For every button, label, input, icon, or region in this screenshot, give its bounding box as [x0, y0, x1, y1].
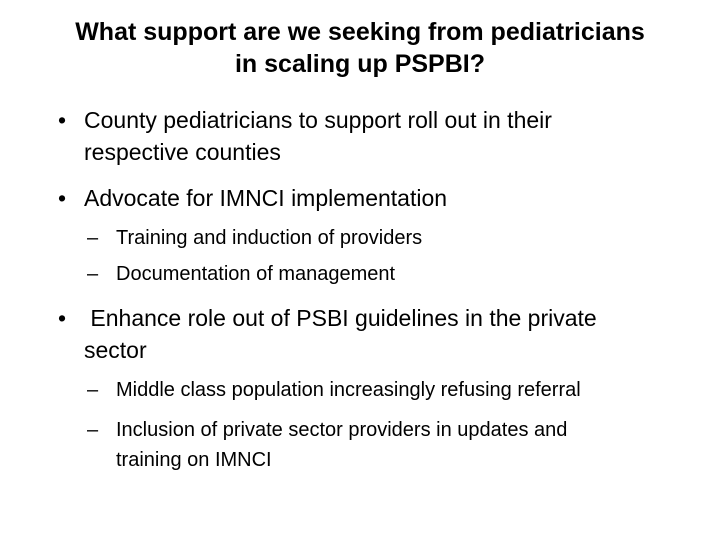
- dash-marker: –: [87, 419, 99, 441]
- bullet-3-line-2: sector: [84, 337, 147, 363]
- bullet-1: [58, 104, 552, 168]
- bullet-3-sub-2: [87, 415, 568, 475]
- bullet-2-sub-2: [87, 259, 396, 289]
- bullet-1-line-1: County pediatricians to support roll out in their: [84, 107, 552, 133]
- bullet-3-sub-2-line-2: training on IMNCI: [116, 449, 272, 471]
- bullet-2-text: Advocate for IMNCI implementation: [84, 185, 448, 211]
- bullet-marker: •: [58, 107, 67, 133]
- dash-marker: –: [87, 379, 99, 401]
- dash-marker: –: [87, 227, 99, 249]
- bullet-2: [58, 182, 448, 214]
- bullet-2-sub-1-text: Training and induction of providers: [116, 227, 423, 249]
- bullet-marker: •: [58, 305, 67, 331]
- bullet-3-sub-2-line-1: Inclusion of private sector providers in updates and: [116, 419, 568, 441]
- bullet-3-sub-1-text: Middle class population increasingly refusing referral: [116, 379, 581, 401]
- bullet-marker: •: [58, 185, 67, 211]
- bullet-3-line-1: Enhance role out of PSBI guidelines in the private: [84, 305, 597, 331]
- bullet-2-sub-1: [87, 223, 423, 253]
- bullet-1-line-2: respective counties: [84, 139, 281, 165]
- bullet-3-sub-1: [87, 375, 581, 405]
- slide-title-line-2: in scaling up PSPBI?: [234, 50, 486, 78]
- bullet-2-sub-2-text: Documentation of management: [116, 263, 396, 285]
- slide-title-line-1: What support are we seeking from pediatricians: [75, 18, 645, 46]
- bullet-3: [58, 302, 597, 366]
- dash-marker: –: [87, 263, 99, 285]
